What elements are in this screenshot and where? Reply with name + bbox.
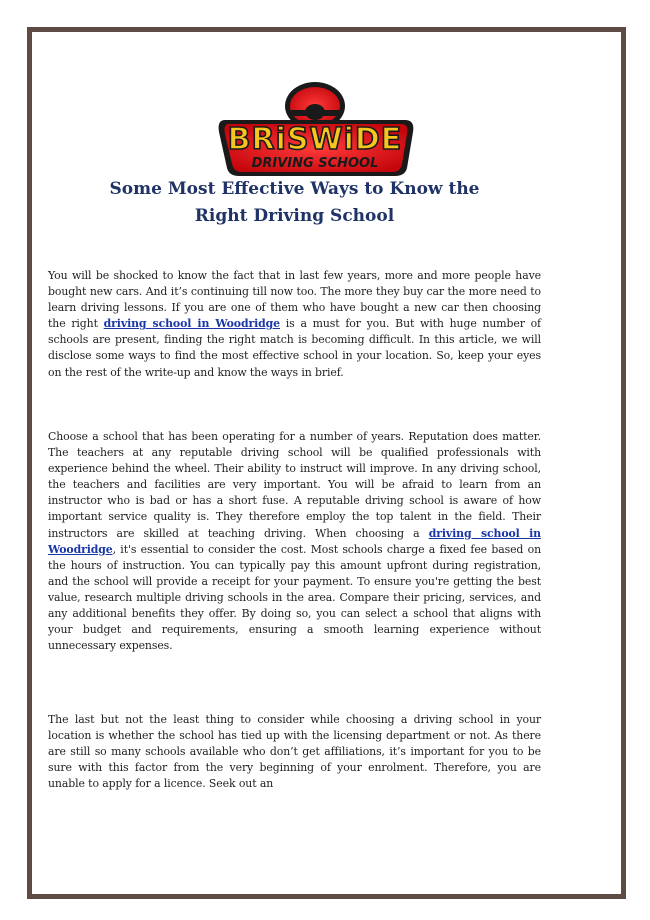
paragraph-intro-text-a: You will be shocked to know the fact that in last few years, more and more people have bought new cars. And it’s continuing till now too. The more they buy car the more need to learn driving lessons. If you are one of them who have bought a new car then choosing the right	[48, 269, 541, 331]
driving-school-woodridge-link-2[interactable]: driving school in Woodridge	[48, 526, 542, 556]
page-title	[50, 176, 539, 230]
title-line-2: Right Driving School	[194, 206, 395, 226]
paragraph-licensing	[48, 712, 541, 792]
briswide-logo	[195, 60, 435, 180]
driving-school-woodridge-link-1[interactable]: driving school in Woodridge	[103, 317, 281, 331]
paragraph-intro	[48, 268, 541, 381]
paragraph-intro-text-b: is a must for you. But with huge number of schools are present, finding the right match is becoming difficult. In this article, we will disclose some ways to find the most effective school in your location. So, keep your eyes on the rest of the write-up and know the ways in brief.	[48, 317, 541, 379]
paragraph-reputation-text-a: Choose a school that has been operating for a number of years. Reputation does matter. The teachers at any reputable driving school will be qualified professionals with experience behind the wheel. Their ability to instruct will improve. In any driving school, the teachers and facilities are very important. You will be afraid to learn from an instructor who is bad or has a short fuse. A reputable driving school is aware of how important service quality is. They therefore employ the top talent in the field. Their instructors are skilled at teaching driving. When choosing a	[48, 430, 541, 540]
title-line-1: Some Most Effective Ways to Know the	[109, 179, 480, 199]
logo-brand-text: BRiSWiDE	[227, 122, 403, 157]
paragraph-reputation	[48, 429, 541, 654]
paragraph-reputation-text-b: , it's essential to consider the cost. Most schools charge a fixed fee based on the hours of instruction. You can typically pay this amount upfront during registration, and the school will provide a receipt for your payment. To ensure you're getting the best value, research multiple driving schools in the area. Compare their pricing, services, and any additional benefits they offer. By doing so, you can select a school that aligns with your budget and requirements, ensuring a smooth learning experience without unnecessary expenses.	[48, 542, 541, 653]
logo-tagline-text: DRIVING SCHOOL	[251, 156, 379, 171]
logo-graphic	[195, 60, 435, 180]
paragraph-licensing-text: The last but not the least thing to consider while choosing a driving school in your location is whether the school has tied up with the licensing department or not. As there are still so many schools available who don’t get affiliations, it’s important for you to be sure with this factor from the very beginning of your enrolment. Therefore, you are unable to apply for a licence. Seek out an	[48, 713, 541, 791]
